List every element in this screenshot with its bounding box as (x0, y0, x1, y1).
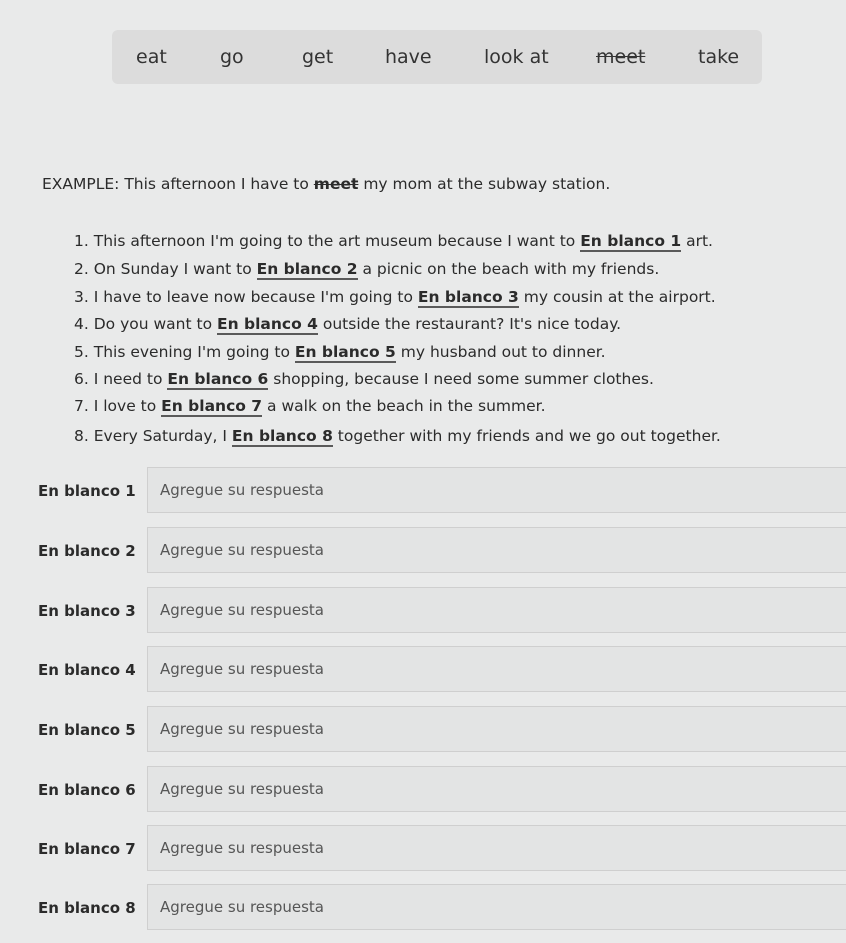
question-5 (74, 343, 606, 363)
question-2 (74, 260, 659, 280)
answer-row-6 (0, 766, 846, 818)
answer-label-6: En blanco 6 (38, 781, 136, 799)
blank-marker-3: En blanco 3 (417, 288, 519, 306)
blank-marker-4: En blanco 4 (216, 315, 318, 333)
answer-input-7[interactable] (147, 825, 846, 871)
question-text-after: shopping, because I need some summer clothes. (268, 370, 654, 388)
answer-label-7: En blanco 7 (38, 840, 136, 858)
question-text-after: my husband out to dinner. (395, 343, 606, 361)
question-number: 6. (74, 370, 89, 388)
question-8 (74, 427, 721, 447)
answer-input-8[interactable] (147, 884, 846, 930)
blank-marker-5: En blanco 5 (294, 343, 396, 361)
question-text-after: my cousin at the airport. (518, 288, 716, 306)
word-bank-item-eat: eat (136, 46, 167, 68)
answer-row-7 (0, 825, 846, 877)
blank-marker-6: En blanco 6 (167, 370, 269, 388)
answer-label-5: En blanco 5 (38, 721, 136, 739)
answer-input-1[interactable] (147, 467, 846, 513)
blank-marker-2: En blanco 2 (256, 260, 358, 278)
answer-input-4[interactable] (147, 646, 846, 692)
word-bank-item-look-at: look at (484, 46, 549, 68)
question-text-before: This evening I'm going to (93, 343, 295, 361)
question-text-after: a walk on the beach in the summer. (262, 397, 546, 415)
question-text-before: This afternoon I'm going to the art museum because I want to (93, 232, 581, 250)
example-text-before: EXAMPLE: This afternoon I have to (42, 175, 314, 193)
answer-input-6[interactable] (147, 766, 846, 812)
answer-input-2[interactable] (147, 527, 846, 573)
question-number: 2. (74, 260, 89, 278)
answer-row-1 (0, 467, 846, 519)
question-text-before: Every Saturday, I (93, 427, 232, 445)
question-number: 8. (74, 427, 89, 445)
answer-label-2: En blanco 2 (38, 542, 136, 560)
question-1 (74, 232, 713, 252)
word-bank-item-have: have (385, 46, 432, 68)
answer-row-4 (0, 646, 846, 698)
word-bank-item-meet: meet (596, 46, 646, 68)
question-text-before: I have to leave now because I'm going to (93, 288, 418, 306)
question-6 (74, 370, 654, 390)
answer-label-8: En blanco 8 (38, 899, 136, 917)
question-number: 1. (74, 232, 89, 250)
word-bank (112, 30, 762, 84)
answer-row-2 (0, 527, 846, 579)
question-text-after: a picnic on the beach with my friends. (357, 260, 660, 278)
question-text-after: outside the restaurant? It's nice today. (317, 315, 622, 333)
question-number: 7. (74, 397, 89, 415)
blank-marker-8: En blanco 8 (231, 427, 333, 445)
answer-input-5[interactable] (147, 706, 846, 752)
question-number: 5. (74, 343, 89, 361)
blank-marker-1: En blanco 1 (580, 232, 682, 250)
question-text-before: I need to (93, 370, 168, 388)
answer-label-3: En blanco 3 (38, 602, 136, 620)
question-text-before: On Sunday I want to (93, 260, 257, 278)
example-sentence (42, 175, 610, 193)
question-7 (74, 397, 546, 417)
question-number: 3. (74, 288, 89, 306)
question-3 (74, 288, 716, 308)
question-text-after: art. (681, 232, 713, 250)
example-answer: meet (313, 175, 359, 193)
example-text-after: my mom at the subway station. (358, 175, 611, 193)
answer-label-4: En blanco 4 (38, 661, 136, 679)
blank-marker-7: En blanco 7 (161, 397, 263, 415)
question-text-before: Do you want to (93, 315, 217, 333)
answer-input-3[interactable] (147, 587, 846, 633)
question-4 (74, 315, 621, 335)
answer-row-5 (0, 706, 846, 758)
question-text-before: I love to (93, 397, 162, 415)
answer-row-8 (0, 884, 846, 936)
word-bank-item-go: go (220, 46, 244, 68)
answer-row-3 (0, 587, 846, 639)
word-bank-item-take: take (698, 46, 740, 68)
word-bank-item-get: get (302, 46, 334, 68)
answer-label-1: En blanco 1 (38, 482, 136, 500)
question-text-after: together with my friends and we go out together. (332, 427, 721, 445)
question-number: 4. (74, 315, 89, 333)
